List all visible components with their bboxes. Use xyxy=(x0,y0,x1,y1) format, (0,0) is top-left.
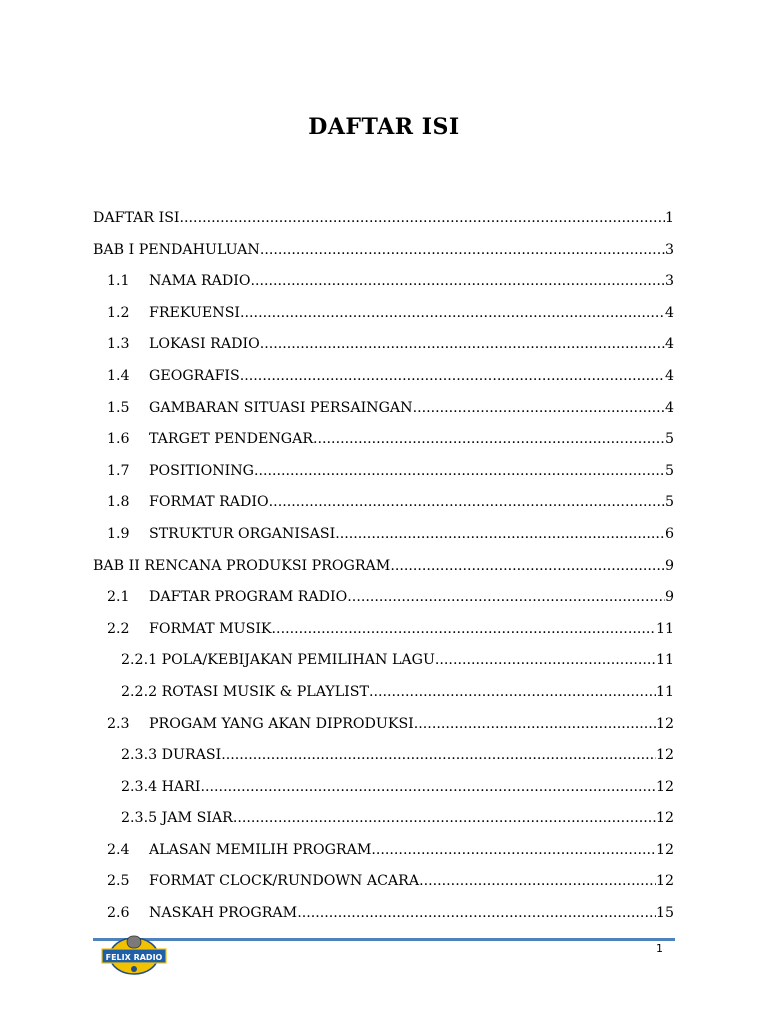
toc-entry-label: FORMAT MUSIK xyxy=(149,620,272,637)
toc-entry[interactable] xyxy=(93,519,674,551)
toc-entry[interactable] xyxy=(93,551,674,583)
toc-entry[interactable] xyxy=(93,424,674,456)
toc-entry-page: 5 xyxy=(664,431,674,448)
toc-entry-label: NAMA RADIO xyxy=(149,273,251,290)
toc-entry-number: 1.8 xyxy=(107,494,130,511)
toc-entry[interactable] xyxy=(93,740,674,772)
toc-entry[interactable] xyxy=(93,266,674,298)
table-of-contents xyxy=(93,203,674,930)
toc-dot-leader xyxy=(240,298,665,330)
toc-entry[interactable] xyxy=(93,582,674,614)
toc-entry-page: 4 xyxy=(664,304,674,321)
toc-entry-number: 2.5 xyxy=(107,873,130,890)
page-title: DAFTAR ISI xyxy=(308,114,460,140)
toc-entry-page: 12 xyxy=(655,810,674,827)
toc-entry-number: 2.3 xyxy=(107,715,130,732)
toc-entry-label: BAB II RENCANA PRODUKSI PROGRAM xyxy=(93,557,391,574)
toc-entry-label: 2.2.2 ROTASI MUSIK & PLAYLIST xyxy=(121,683,369,700)
toc-entry-label: FORMAT RADIO xyxy=(149,494,269,511)
toc-entry-number: 1.9 xyxy=(107,525,130,542)
toc-entry-label: BAB I PENDAHULUAN xyxy=(93,241,260,258)
toc-entry-number: 1.3 xyxy=(107,336,130,353)
toc-entry-label: STRUKTUR ORGANISASI xyxy=(149,525,336,542)
toc-entry-label: 2.3.5 JAM SIAR xyxy=(121,810,233,827)
toc-entry-label: 2.2.1 POLA/KEBIJAKAN PEMILIHAN LAGU xyxy=(121,652,435,669)
toc-entry-number: 2.6 xyxy=(107,905,130,922)
toc-entry-number: 1.4 xyxy=(107,367,130,384)
toc-entry[interactable] xyxy=(93,614,674,646)
toc-entry-page: 5 xyxy=(664,462,674,479)
toc-entry-page: 3 xyxy=(664,241,674,258)
toc-entry-number: 1.5 xyxy=(107,399,130,416)
toc-entry[interactable] xyxy=(93,709,674,741)
toc-dot-leader xyxy=(313,424,665,456)
toc-entry-label: FORMAT CLOCK/RUNDOWN ACARA xyxy=(149,873,420,890)
toc-entry-label: ALASAN MEMILIH PROGRAM xyxy=(149,841,372,858)
toc-dot-leader xyxy=(390,551,665,583)
toc-entry-number: 1.7 xyxy=(107,462,130,479)
toc-entry-page: 11 xyxy=(655,683,674,700)
toc-entry-page: 4 xyxy=(664,336,674,353)
toc-entry-page: 9 xyxy=(664,589,674,606)
toc-entry[interactable] xyxy=(93,803,674,835)
toc-entry[interactable] xyxy=(93,772,674,804)
toc-entry-number: 1.2 xyxy=(107,304,130,321)
toc-entry[interactable] xyxy=(93,866,674,898)
toc-entry[interactable] xyxy=(93,393,674,425)
toc-entry[interactable] xyxy=(93,361,674,393)
toc-dot-leader xyxy=(221,740,656,772)
toc-entry-page: 12 xyxy=(655,715,674,732)
toc-dot-leader xyxy=(240,361,665,393)
logo-text: FELIX RADIO xyxy=(105,953,163,962)
felix-radio-logo xyxy=(98,932,170,976)
toc-entry-label: TARGET PENDENGAR xyxy=(149,431,314,448)
toc-entry-page: 1 xyxy=(664,210,674,226)
toc-dot-leader xyxy=(435,645,656,677)
toc-dot-leader xyxy=(233,803,656,835)
toc-entry-label: GAMBARAN SITUASI PERSAINGAN xyxy=(149,399,413,416)
toc-dot-leader xyxy=(413,393,665,425)
toc-dot-leader xyxy=(414,709,656,741)
toc-entry[interactable] xyxy=(93,835,674,867)
toc-entry-label: 2.3.4 HARI xyxy=(121,778,201,795)
footer-rule xyxy=(93,938,675,941)
toc-entry-page: 6 xyxy=(664,525,674,542)
toc-dot-leader xyxy=(180,203,665,235)
toc-entry-label: GEOGRAFIS xyxy=(149,367,240,384)
toc-entry-page: 3 xyxy=(664,273,674,290)
toc-entry-page: 9 xyxy=(664,557,674,574)
toc-entry-number: 2.4 xyxy=(107,841,130,858)
toc-entry-label: 2.3.3 DURASI xyxy=(121,747,222,764)
toc-entry[interactable] xyxy=(93,677,674,709)
toc-entry[interactable] xyxy=(93,487,674,519)
toc-dot-leader xyxy=(335,519,665,551)
toc-entry[interactable] xyxy=(93,235,674,267)
toc-dot-leader xyxy=(260,235,665,267)
toc-entry-number: 1.1 xyxy=(107,273,130,290)
toc-entry-page: 4 xyxy=(664,367,674,384)
toc-dot-leader xyxy=(297,898,656,930)
toc-dot-leader xyxy=(201,772,656,804)
toc-entry[interactable] xyxy=(93,456,674,488)
toc-entry[interactable] xyxy=(93,298,674,330)
toc-dot-leader xyxy=(369,677,656,709)
toc-entry[interactable] xyxy=(93,203,674,235)
toc-entry-page: 12 xyxy=(655,778,674,795)
toc-dot-leader xyxy=(269,487,665,519)
toc-entry-number: 1.6 xyxy=(107,431,130,448)
toc-entry-label: POSITIONING xyxy=(149,462,254,479)
toc-dot-leader xyxy=(371,835,656,867)
toc-entry-label: DAFTAR PROGRAM RADIO xyxy=(149,589,348,606)
toc-entry-page: 15 xyxy=(655,905,674,922)
toc-entry-number: 2.2 xyxy=(107,620,130,637)
toc-dot-leader xyxy=(250,266,664,298)
toc-entry-label: PROGAM YANG AKAN DIPRODUKSI xyxy=(149,715,414,732)
toc-entry[interactable] xyxy=(93,645,674,677)
toc-dot-leader xyxy=(254,456,665,488)
toc-entry[interactable] xyxy=(93,329,674,361)
toc-entry-label: LOKASI RADIO xyxy=(149,336,260,353)
toc-dot-leader xyxy=(419,866,656,898)
toc-dot-leader xyxy=(347,582,665,614)
toc-entry-number: 2.1 xyxy=(107,589,130,606)
toc-entry-label: FREKUENSI xyxy=(149,304,241,321)
toc-entry-page: 5 xyxy=(664,494,674,511)
toc-entry-label: NASKAH PROGRAM xyxy=(149,905,298,922)
toc-entry-page: 12 xyxy=(655,841,674,858)
toc-dot-leader xyxy=(272,614,656,646)
toc-entry-page: 11 xyxy=(655,652,674,669)
toc-dot-leader xyxy=(260,329,665,361)
toc-entry-page: 4 xyxy=(664,399,674,416)
footer-page-number: 1 xyxy=(656,942,663,955)
toc-entry-label: DAFTAR ISI xyxy=(93,210,180,226)
toc-entry-page: 11 xyxy=(655,620,674,637)
toc-entry-page: 12 xyxy=(655,873,674,890)
toc-entry-page: 12 xyxy=(655,747,674,764)
toc-entry[interactable] xyxy=(93,898,674,930)
